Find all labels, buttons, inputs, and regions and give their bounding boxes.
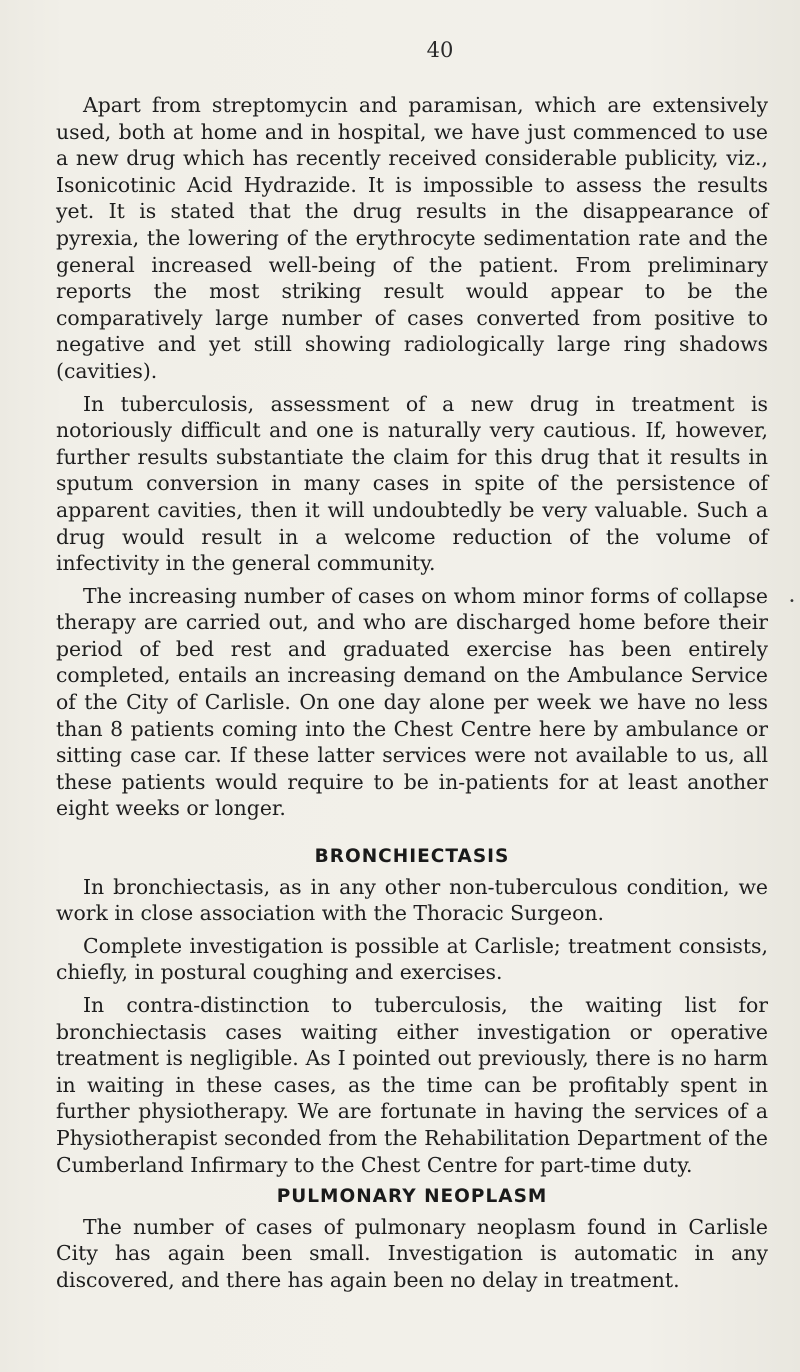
paragraph-drug-assessment: In tuberculosis, assessment of a new drug in treatment is notoriously difficult and one is naturally very cautious. If, however, further results substantiate the claim for this drug that it results in sputum conversion in many cases in spite of the persistence of apparent cavities, then it will undoubtedly be very valuable. Such a drug would result in a welcome reduction of the volume of infectivity in the general community. xyxy=(56,391,768,576)
body-text xyxy=(56,92,768,1300)
paragraph-bronchiectasis-waiting-list: In contra-distinction to tuberculosis, the waiting list for bronchiectasis cases waiting either investigation or operative treatment is negligible. As I pointed out previously, there is no harm in waiting in these cases, as the time can be profitably spent in further physiotherapy. We are fortunate in having the services of a Physiotherapist seconded from the Rehabilitation Department of the Cumberland Infirmary to the Chest Centre for part-time duty. xyxy=(56,993,768,1177)
paragraph-bronchiectasis-surgeon: In bronchiectasis, as in any other non-tuberculous condition, we work in close association with the Thoracic Surgeon. xyxy=(56,874,768,926)
heading-bronchiectasis: BRONCHIECTASIS xyxy=(314,846,510,868)
paragraph-pulmonary-neoplasm: The number of cases of pulmonary neoplasm found in Carlisle City has again been small. Investigation is automatic in any discovered, and there has again been no delay in treatment. xyxy=(56,1214,768,1292)
heading-pulmonary-neoplasm: PULMONARY NEOPLASM xyxy=(276,1186,548,1208)
paragraph-bronchiectasis-investigation: Complete investigation is possible at Carlisle; treatment consists, chiefly, in postural coughing and exercises. xyxy=(56,933,768,985)
paragraph-ambulance-service: The increasing number of cases on whom minor forms of collapse therapy are carried out, and who are discharged home before their period of bed rest and graduated exercise has been entirely completed, entails an increasing demand on the Ambulance Service of the City of Carlisle. On one day alone per week we have no less than 8 patients coming into the Chest Centre here by ambulance or sitting case car. If these latter services were not available to us, all these patients would require to be in-patients for at least another eight weeks or longer. xyxy=(56,583,768,821)
page-number: 40 xyxy=(426,38,454,62)
paragraph-streptomycin: Apart from streptomycin and paramisan, which are extensively used, both at home and in hospital, we have just commenced to use a new drug which has recently received considerable publicity, viz., Isonicotinic Acid Hydrazide. It is impossible to assess the results yet. It is stated that the drug results in the disappearance of pyrexia, the lowering of the erythrocyte sedimentation rate and the general increased well-being of the patient. From preliminary reports the most striking result would appear to be the comparatively large number of cases converted from positive to negative and yet still showing radiologically large ring shadows (cavities). xyxy=(56,93,768,383)
margin-dot: • xyxy=(789,596,795,607)
